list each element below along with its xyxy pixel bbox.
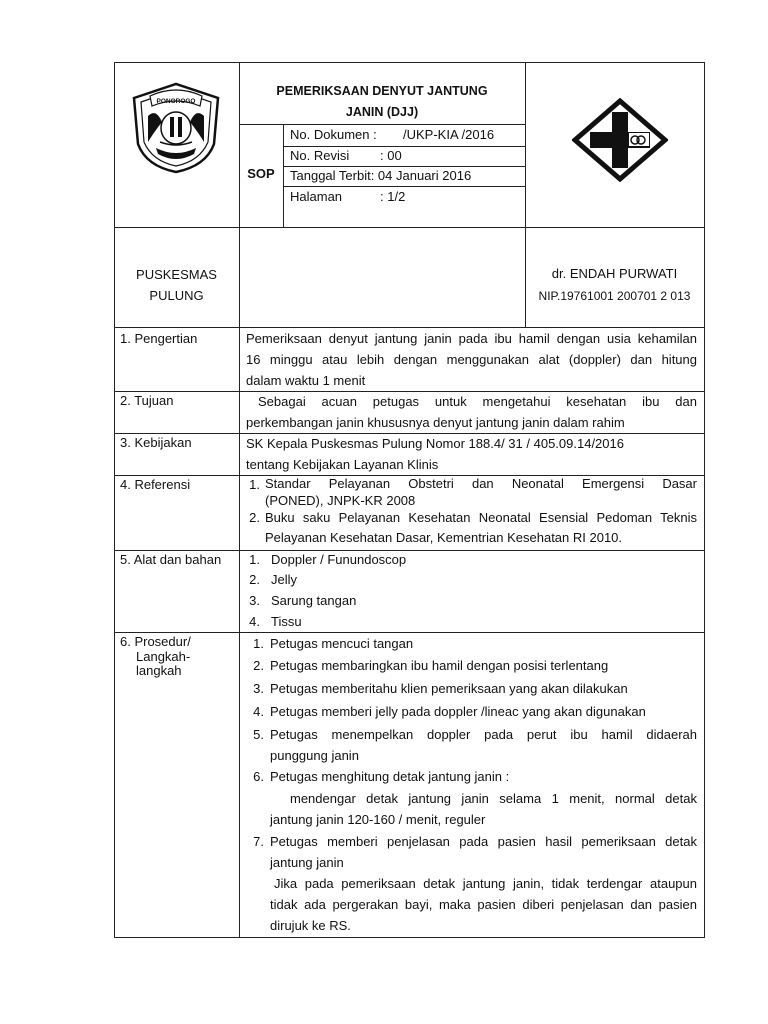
referensi-line: Standar Pelayanan Obstetri dan Neonatal Emergensi Dasar	[265, 476, 697, 491]
page-value: : 1/2	[380, 189, 406, 204]
step-line: Petugas memberitahu klien pemeriksaan yang akan dilakukan	[270, 681, 628, 696]
alat-item: Doppler / Funundoscop	[271, 552, 407, 567]
signatory-name: dr. ENDAH PURWATI	[551, 266, 678, 281]
ponorogo-emblem	[126, 82, 226, 174]
step-line: Petugas mencuci tangan	[270, 636, 414, 651]
referensi-number: 2.	[249, 510, 260, 525]
step-note-line: jantung janin 120-160 / menit, reguler	[270, 812, 486, 827]
pengertian-line: dalam waktu 1 menit	[246, 373, 366, 388]
alat-item: Sarung tangan	[271, 593, 357, 608]
referensi-line: Pelayanan Kesehatan Dasar, Kementrian Kesehatan RI 2010.	[265, 530, 623, 545]
alat-number: 2.	[249, 572, 260, 587]
step-number: 5.	[253, 727, 264, 742]
page-label: Halaman	[290, 189, 343, 204]
step-line: punggung janin	[270, 748, 359, 763]
section-label-referensi: 4. Referensi	[120, 477, 191, 492]
tujuan-line: Sebagai acuan petugas untuk mengetahui kesehatan ibu dan	[258, 394, 697, 409]
tujuan-line: perkembangan janin khususnya denyut jantung janin dalam rahim	[246, 415, 625, 430]
step-number: 3.	[253, 681, 264, 696]
alat-item: Tissu	[271, 614, 302, 629]
step-number: 6.	[253, 769, 264, 784]
alat-item: Jelly	[271, 572, 298, 587]
step-line: Petugas memberi jelly pada doppler /lineac yang akan digunakan	[270, 704, 646, 719]
alat-number: 4.	[249, 614, 260, 629]
step-number: 1.	[253, 636, 264, 651]
revision-label: No. Revisi	[290, 148, 350, 163]
doc-number-value: /UKP-KIA /2016	[403, 127, 495, 142]
section-label-prosedur: Langkah-	[136, 649, 191, 664]
signatory-nip: NIP.19761001 200701 2 013	[538, 289, 691, 303]
org-name-line1: PUSKESMAS	[136, 267, 217, 282]
doc-number-label: No. Dokumen :	[290, 127, 377, 142]
issue-date: Tanggal Terbit: 04 Januari 2016	[290, 168, 472, 183]
referensi-number: 1.	[249, 477, 260, 492]
pengertian-line: 16 minggu atau lebih dengan menggunakan alat (doppler) dan hitung	[246, 352, 697, 367]
referensi-line: Buku saku Pelayanan Kesehatan Neonatal Esensial Pedoman Teknis	[265, 510, 697, 525]
step-line: Petugas memberi penjelasan pada pasien hasil pemeriksaan detak	[270, 834, 697, 849]
section-label-kebijakan: 3. Kebijakan	[120, 435, 192, 450]
step-number: 2.	[253, 658, 264, 673]
step-number: 4.	[253, 704, 264, 719]
kebijakan-line: SK Kepala Puskesmas Pulung Nomor 188.4/ 31 / 405.09.14/2016	[246, 436, 624, 451]
org-name-line2: PULUNG	[149, 288, 204, 303]
step-line: Petugas membaringkan ibu hamil dengan posisi terlentang	[270, 658, 609, 673]
section-label-pengertian: 1. Pengertian	[120, 331, 198, 346]
referensi-line: (PONED), JNPK-KR 2008	[265, 493, 416, 508]
puskesmas-logo	[572, 98, 668, 182]
pengertian-line: Pemeriksaan denyut jantung janin pada ibu hamil dengan usia kehamilan	[246, 331, 697, 346]
alat-number: 1.	[249, 552, 260, 567]
step-note-line: tidak ada pergerakan bayi, maka pasien diberi penjelasan dan pasien	[270, 897, 697, 912]
step-number: 7.	[253, 834, 264, 849]
step-note-line: Jika pada pemeriksaan detak jantung janin, tidak terdengar ataupun	[274, 876, 697, 891]
sop-label: SOP	[247, 166, 275, 181]
alat-number: 3.	[249, 593, 260, 608]
doc-title-line1: PEMERIKSAAN DENYUT JANTUNG	[276, 84, 488, 98]
step-line: Petugas menempelkan doppler pada perut ibu hamil didaerah	[270, 727, 697, 742]
step-line: Petugas menghitung detak jantung janin :	[270, 769, 510, 784]
revision-value: : 00	[380, 148, 402, 163]
kebijakan-line: tentang Kebijakan Layanan Klinis	[246, 457, 439, 472]
doc-title-line2: JANIN (DJJ)	[345, 105, 419, 119]
step-note-line: mendengar detak jantung janin selama 1 menit, normal detak	[290, 791, 697, 806]
section-label-alat: 5. Alat dan bahan	[120, 552, 222, 567]
step-line: jantung janin	[270, 855, 344, 870]
step-note-line: dirujuk ke RS.	[270, 918, 351, 933]
emblem-text: PONOROGO	[156, 98, 196, 105]
section-label-prosedur: langkah	[136, 663, 182, 678]
section-label-prosedur: 6. Prosedur/	[120, 634, 191, 649]
section-label-tujuan: 2. Tujuan	[120, 393, 174, 408]
